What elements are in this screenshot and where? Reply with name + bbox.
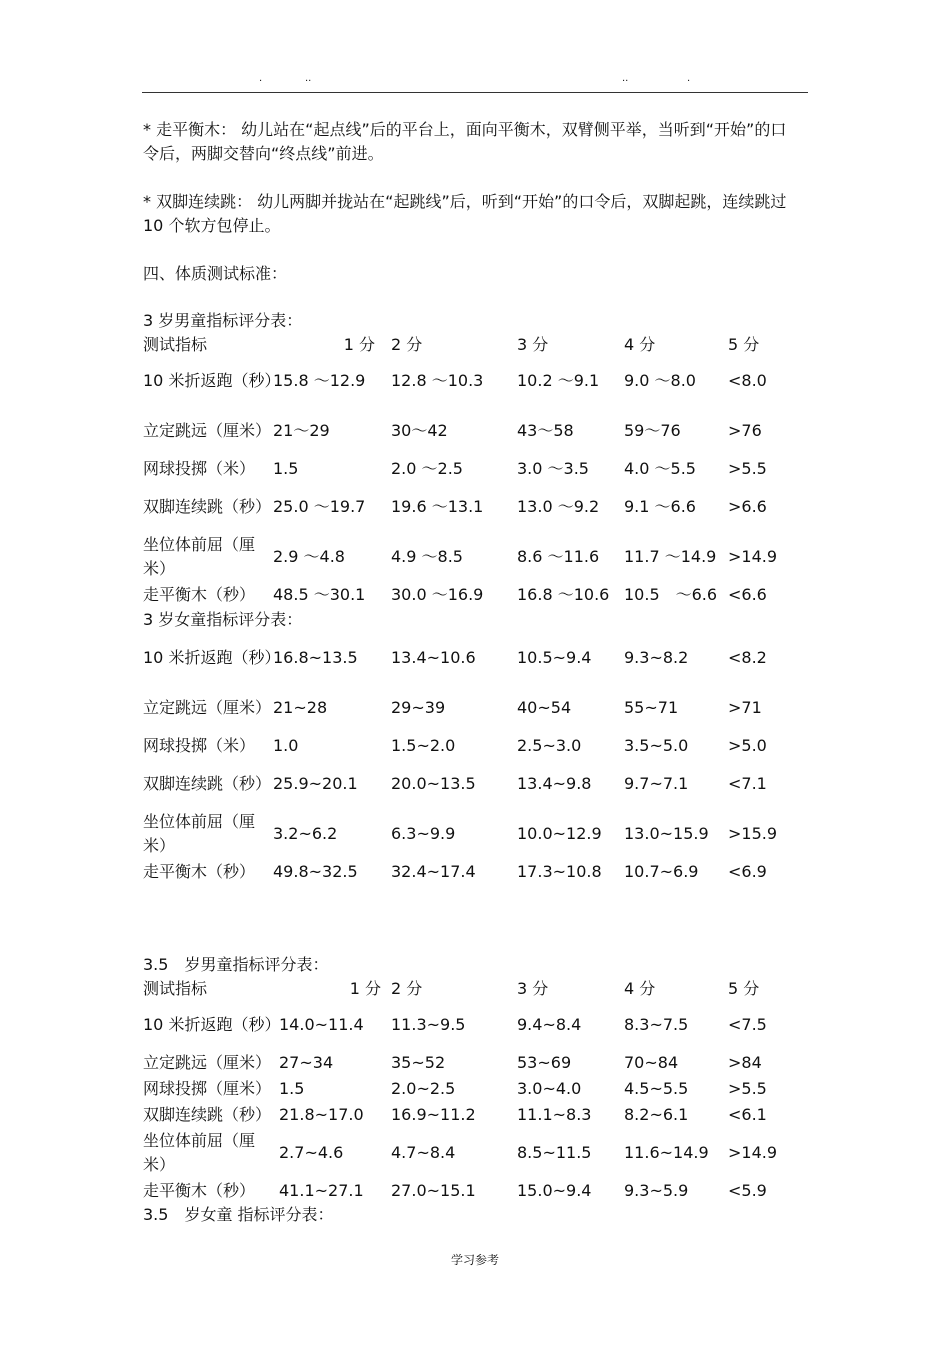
cell: 9.7~7.1 bbox=[624, 774, 689, 793]
cell: 8.2~6.1 bbox=[624, 1105, 689, 1124]
table-row bbox=[143, 1076, 783, 1102]
cell: 48.5 ～30.1 bbox=[273, 585, 366, 604]
cell: 70~84 bbox=[624, 1053, 679, 1072]
table-row bbox=[143, 406, 783, 456]
cell: 1.5 bbox=[279, 1079, 305, 1098]
score-table-boys-3-5 bbox=[143, 978, 783, 1204]
cell: 1.5~2.0 bbox=[391, 736, 456, 755]
row-label: 走平衡木（秒） bbox=[143, 585, 256, 604]
table-title: 3.5 岁男童指标评分表： bbox=[143, 955, 329, 974]
cell: 8.5~11.5 bbox=[517, 1143, 592, 1162]
cell: 11.3~9.5 bbox=[391, 1015, 466, 1034]
cell: 2.0 ～2.5 bbox=[391, 459, 463, 478]
cell: 27.0~15.1 bbox=[391, 1181, 476, 1200]
score-table-girls-3 bbox=[143, 633, 783, 885]
table-row bbox=[143, 859, 783, 885]
cell: 1.5 bbox=[273, 459, 299, 478]
table-row bbox=[143, 456, 783, 482]
row-label: 坐位体前屈（厘米） bbox=[143, 1131, 256, 1174]
table-row bbox=[143, 1000, 783, 1050]
cell: 11.1~8.3 bbox=[517, 1105, 592, 1124]
cell: >15.9 bbox=[728, 824, 778, 843]
header-cell: 1 分 bbox=[349, 979, 381, 998]
cell: >5.5 bbox=[728, 1079, 767, 1098]
cell: 9.4~8.4 bbox=[517, 1015, 582, 1034]
cell: 14.0~11.4 bbox=[279, 1015, 364, 1034]
table-row bbox=[143, 1050, 783, 1076]
table-row bbox=[143, 1178, 783, 1204]
table-row bbox=[143, 482, 783, 532]
cell: 3.0~4.0 bbox=[517, 1079, 582, 1098]
cell: >71 bbox=[728, 698, 762, 717]
row-label: 坐位体前屈（厘米） bbox=[143, 812, 256, 855]
cell: <6.9 bbox=[728, 862, 767, 881]
row-label: 坐位体前屈（厘米） bbox=[143, 535, 256, 578]
cell: 21~28 bbox=[273, 698, 328, 717]
cell: 4.0 ～5.5 bbox=[624, 459, 696, 478]
table-row bbox=[143, 356, 783, 406]
cell: 9.0 ～8.0 bbox=[624, 371, 696, 390]
cell: >5.0 bbox=[728, 736, 767, 755]
header-cell: 1 分 bbox=[343, 335, 375, 354]
page-footer: 学习参考 bbox=[450, 1253, 499, 1267]
row-label: 网球投掷（米） bbox=[143, 459, 256, 478]
table-row bbox=[143, 733, 783, 759]
cell: <7.1 bbox=[728, 774, 767, 793]
table-title: 3 岁女童指标评分表： bbox=[143, 610, 303, 629]
row-label: 立定跳远（厘米） bbox=[143, 1053, 272, 1072]
cell: <8.2 bbox=[728, 648, 767, 667]
cell: <6.6 bbox=[728, 585, 767, 604]
cell: 25.0 ～19.7 bbox=[273, 497, 366, 516]
cell: 21～29 bbox=[273, 421, 330, 440]
cell: 1.0 bbox=[273, 736, 299, 755]
cell: 29~39 bbox=[391, 698, 446, 717]
cell: 53~69 bbox=[517, 1053, 572, 1072]
header-cell: 测试指标 bbox=[143, 335, 208, 354]
cell: 9.3~8.2 bbox=[624, 648, 689, 667]
cell: 4.5~5.5 bbox=[624, 1079, 689, 1098]
section-title: 四、体质测试标准： bbox=[143, 264, 288, 283]
header-cell: 4 分 bbox=[624, 979, 656, 998]
cell: 49.8~32.5 bbox=[273, 862, 358, 881]
table-title: 3.5 岁女童 指标评分表： bbox=[143, 1205, 334, 1224]
cell: 10.0~12.9 bbox=[517, 824, 602, 843]
cell: 35~52 bbox=[391, 1053, 446, 1072]
cell: 30.0 ～16.9 bbox=[391, 585, 484, 604]
row-label: 网球投掷（米） bbox=[143, 736, 256, 755]
cell: <6.1 bbox=[728, 1105, 767, 1124]
cell: <7.5 bbox=[728, 1015, 767, 1034]
cell: 8.3~7.5 bbox=[624, 1015, 689, 1034]
cell: 11.6~14.9 bbox=[624, 1143, 709, 1162]
header-dot: .. bbox=[622, 73, 629, 84]
row-label: 走平衡木（秒） bbox=[143, 862, 256, 881]
cell: 17.3~10.8 bbox=[517, 862, 602, 881]
paragraph-balance-beam: * 走平衡木： 幼儿站在“起点线”后的平台上，面向平衡木，双臂侧平举，当听到“开始”的口令后，两脚交替向“终点线”前进。 bbox=[143, 120, 787, 163]
row-label: 双脚连续跳（秒） bbox=[143, 1105, 272, 1124]
cell: 2.0~2.5 bbox=[391, 1079, 456, 1098]
cell: 30～42 bbox=[391, 421, 448, 440]
table-row bbox=[143, 633, 783, 683]
header-cell: 5 分 bbox=[728, 979, 760, 998]
header-cell: 2 分 bbox=[391, 335, 423, 354]
paragraph-double-jump: * 双脚连续跳： 幼儿两脚并拢站在“起跳线”后，听到“开始”的口令后，双脚起跳，连续跳过 10 个软方包停止。 bbox=[143, 192, 803, 235]
table-row bbox=[143, 1128, 783, 1178]
table-row bbox=[143, 809, 783, 859]
row-label: 双脚连续跳（秒） bbox=[143, 774, 272, 793]
row-label: 双脚连续跳（秒） bbox=[143, 497, 272, 516]
header-dot: . bbox=[687, 73, 691, 84]
cell: 43～58 bbox=[517, 421, 574, 440]
row-label: 10 米折返跑（秒） bbox=[143, 648, 281, 667]
cell: >6.6 bbox=[728, 497, 767, 516]
cell: 6.3~9.9 bbox=[391, 824, 456, 843]
cell: 41.1~27.1 bbox=[279, 1181, 364, 1200]
header-dot: . bbox=[259, 73, 263, 84]
table-row bbox=[143, 582, 783, 608]
table-header-row bbox=[143, 978, 783, 1000]
cell: 12.8 ～10.3 bbox=[391, 371, 484, 390]
cell: 11.7 ～14.9 bbox=[624, 547, 717, 566]
table-row bbox=[143, 532, 783, 582]
cell: 20.0~13.5 bbox=[391, 774, 476, 793]
cell: <8.0 bbox=[728, 371, 767, 390]
row-label: 网球投掷（厘米） bbox=[143, 1079, 272, 1098]
header-cell: 5 分 bbox=[728, 335, 760, 354]
cell: >84 bbox=[728, 1053, 762, 1072]
header-cell: 3 分 bbox=[517, 979, 549, 998]
table-row bbox=[143, 683, 783, 733]
cell: 13.4~10.6 bbox=[391, 648, 476, 667]
cell: 3.0 ～3.5 bbox=[517, 459, 589, 478]
cell: 32.4~17.4 bbox=[391, 862, 476, 881]
cell: 3.5~5.0 bbox=[624, 736, 689, 755]
cell: >14.9 bbox=[728, 547, 778, 566]
table-row bbox=[143, 1102, 783, 1128]
cell: 10.5 ～6.6 bbox=[624, 585, 718, 604]
cell: 59～76 bbox=[624, 421, 681, 440]
cell: 15.8 ～12.9 bbox=[273, 371, 366, 390]
cell: 13.4~9.8 bbox=[517, 774, 592, 793]
table-row bbox=[143, 759, 783, 809]
cell: 19.6 ～13.1 bbox=[391, 497, 484, 516]
page-header bbox=[142, 72, 808, 93]
cell: 15.0~9.4 bbox=[517, 1181, 592, 1200]
table-header-row bbox=[143, 334, 783, 356]
header-cell: 3 分 bbox=[517, 335, 549, 354]
header-cell: 2 分 bbox=[391, 979, 423, 998]
cell: 16.9~11.2 bbox=[391, 1105, 476, 1124]
row-label: 10 米折返跑（秒） bbox=[143, 371, 281, 390]
cell: 3.2~6.2 bbox=[273, 824, 338, 843]
cell: 55~71 bbox=[624, 698, 679, 717]
header-cell: 4 分 bbox=[624, 335, 656, 354]
row-label: 走平衡木（秒） bbox=[143, 1181, 256, 1200]
cell: >76 bbox=[728, 421, 762, 440]
table-title: 3 岁男童指标评分表： bbox=[143, 311, 303, 330]
cell: 9.1 ～6.6 bbox=[624, 497, 696, 516]
cell: 8.6 ～11.6 bbox=[517, 547, 600, 566]
row-label: 10 米折返跑（秒） bbox=[143, 1015, 281, 1034]
row-label: 立定跳远（厘米） bbox=[143, 698, 272, 717]
cell: 25.9~20.1 bbox=[273, 774, 358, 793]
cell: 9.3~5.9 bbox=[624, 1181, 689, 1200]
cell: 27~34 bbox=[279, 1053, 334, 1072]
cell: 21.8~17.0 bbox=[279, 1105, 364, 1124]
cell: 4.9 ～8.5 bbox=[391, 547, 463, 566]
cell: 10.2 ～9.1 bbox=[517, 371, 600, 390]
cell: 10.7~6.9 bbox=[624, 862, 699, 881]
score-table-boys-3 bbox=[143, 334, 783, 608]
cell: 2.5~3.0 bbox=[517, 736, 582, 755]
header-cell: 测试指标 bbox=[143, 979, 208, 998]
cell: >14.9 bbox=[728, 1143, 778, 1162]
cell: 16.8~13.5 bbox=[273, 648, 358, 667]
cell: 40~54 bbox=[517, 698, 572, 717]
row-label: 立定跳远（厘米） bbox=[143, 421, 272, 440]
cell: <5.9 bbox=[728, 1181, 767, 1200]
cell: >5.5 bbox=[728, 459, 767, 478]
header-dot: .. bbox=[305, 73, 312, 84]
cell: 2.9 ～4.8 bbox=[273, 547, 345, 566]
cell: 13.0 ～9.2 bbox=[517, 497, 600, 516]
cell: 16.8 ～10.6 bbox=[517, 585, 610, 604]
cell: 10.5~9.4 bbox=[517, 648, 592, 667]
cell: 2.7~4.6 bbox=[279, 1143, 344, 1162]
cell: 13.0~15.9 bbox=[624, 824, 709, 843]
cell: 4.7~8.4 bbox=[391, 1143, 456, 1162]
